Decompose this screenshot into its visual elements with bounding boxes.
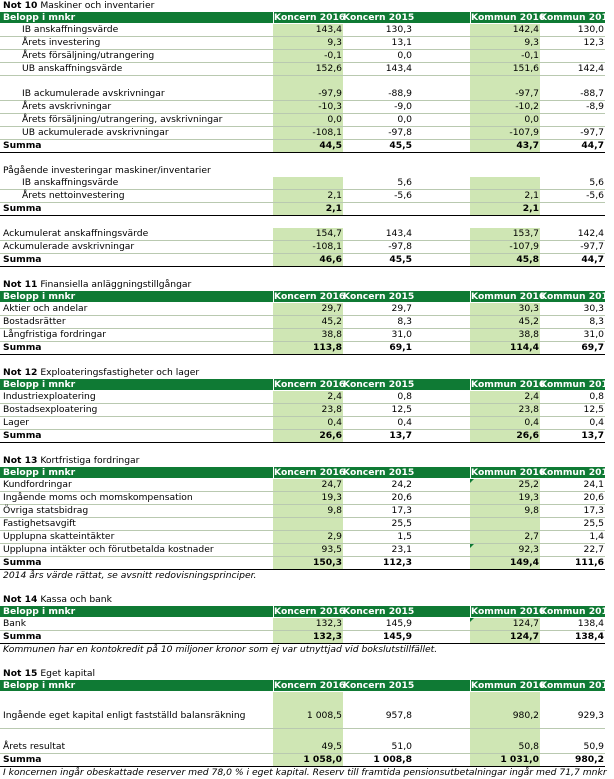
kommun-2016-cell: 26,6 bbox=[470, 430, 540, 442]
row-label: Kundfordringar bbox=[3, 479, 72, 490]
koncern-2015-cell: 0,0 bbox=[397, 114, 412, 125]
kommun-2016-cell bbox=[470, 518, 540, 530]
koncern-2015-cell: 0,0 bbox=[397, 50, 412, 61]
koncern-2016-cell: -97,9 bbox=[273, 88, 343, 100]
row-label: Industriexploatering bbox=[3, 391, 96, 402]
koncern-2015-cell: 112,3 bbox=[382, 557, 412, 568]
kommun-2016-cell: 980,2 bbox=[470, 704, 540, 728]
koncern-2015-cell: 17,3 bbox=[391, 505, 412, 516]
koncern-2016-cell: 154,7 bbox=[273, 228, 343, 240]
table-row bbox=[0, 618, 605, 631]
koncern-2016-cell: 1 058,0 bbox=[273, 754, 343, 766]
kommun-2015-cell: 50,9 bbox=[583, 741, 604, 752]
kommun-2015-cell: 8,3 bbox=[589, 316, 604, 327]
koncern-2015-cell: 20,6 bbox=[391, 492, 412, 503]
koncern-2016-cell: 2,1 bbox=[273, 190, 343, 202]
kommun-2016-cell: 9,3 bbox=[470, 37, 540, 49]
koncern-2016-cell: 23,8 bbox=[273, 404, 343, 416]
table-row bbox=[0, 329, 605, 342]
koncern-2016-cell: -108,1 bbox=[273, 127, 343, 139]
koncern-2016-cell: 38,8 bbox=[273, 329, 343, 341]
table-row bbox=[0, 704, 605, 729]
kommun-2016-cell: 142,4 bbox=[470, 24, 540, 36]
kommun-2015-cell: 12,3 bbox=[583, 37, 604, 48]
kommun-2016-cell: 124,7 bbox=[470, 631, 540, 643]
row-label: Summa bbox=[3, 254, 42, 265]
koncern-2016-cell: 9,8 bbox=[273, 505, 343, 517]
kommun-2016-cell: 0,0 bbox=[470, 114, 540, 126]
kommun-2016-cell: 43,7 bbox=[470, 140, 540, 152]
kommun-2015-cell bbox=[540, 114, 605, 126]
kommun-2015-cell: 20,6 bbox=[583, 492, 604, 503]
row-label: UB anskaffningsvärde bbox=[22, 63, 123, 74]
koncern-2015-cell: 0,4 bbox=[397, 417, 412, 428]
note-13-title: Not 13 Kortfristiga fordringar bbox=[3, 455, 140, 466]
kommun-2015-cell: 130,0 bbox=[577, 24, 604, 35]
table-row bbox=[0, 50, 605, 63]
koncern-2016-cell: 1 008,5 bbox=[273, 704, 343, 728]
kommun-2015-cell: -97,7 bbox=[580, 241, 604, 252]
koncern-2016-cell: 150,3 bbox=[273, 557, 343, 569]
table-row bbox=[0, 37, 605, 50]
table-row bbox=[0, 241, 605, 254]
koncern-2015-cell: 130,3 bbox=[385, 24, 412, 35]
row-label: Ackumulerade avskrivningar bbox=[3, 241, 135, 252]
kommun-2015-cell: 142,4 bbox=[577, 63, 604, 74]
note-13-footnote: 2014 års värde rättat, se avsnitt redovisningsprinciper. bbox=[3, 570, 257, 581]
note-10-header: Belopp i mnkr Koncern 2016 Koncern 2015 Kommun 2016 Kommun 2015 bbox=[0, 12, 605, 24]
summa-row bbox=[0, 342, 605, 355]
table-row bbox=[0, 316, 605, 329]
koncern-2015-cell: 25,5 bbox=[391, 518, 412, 529]
row-label: Årets avskrivningar bbox=[22, 101, 112, 112]
koncern-2015-cell: -9,0 bbox=[394, 101, 412, 112]
summa-row bbox=[0, 557, 605, 570]
summa-row bbox=[0, 140, 605, 153]
koncern-2016-cell: 46,6 bbox=[273, 254, 343, 266]
koncern-2015-cell: 1 008,8 bbox=[373, 754, 412, 765]
kommun-2016-cell: 19,3 bbox=[470, 492, 540, 504]
koncern-2016-cell: -10,3 bbox=[273, 101, 343, 113]
kommun-2016-cell: -107,9 bbox=[470, 241, 540, 253]
kommun-2015-cell: 5,6 bbox=[589, 177, 604, 188]
koncern-2015-cell: -5,6 bbox=[394, 190, 412, 201]
kommun-2015-cell: -88,7 bbox=[580, 88, 604, 99]
koncern-2015-cell: 24,2 bbox=[391, 479, 412, 490]
kommun-2015-cell: 12,5 bbox=[583, 404, 604, 415]
kommun-2015-cell: 30,3 bbox=[583, 303, 604, 314]
row-label: IB ackumulerade avskrivningar bbox=[22, 88, 165, 99]
table-row bbox=[0, 492, 605, 505]
koncern-2016-cell: 113,8 bbox=[273, 342, 343, 354]
summa-row bbox=[0, 203, 605, 216]
koncern-2015-cell: 143,4 bbox=[385, 228, 412, 239]
koncern-2016-cell: 2,1 bbox=[273, 203, 343, 215]
row-label: Årets försäljning/utrangering, avskrivningar bbox=[22, 114, 223, 125]
kommun-2015-cell: 0,4 bbox=[589, 417, 604, 428]
koncern-2016-cell: -0,1 bbox=[273, 50, 343, 62]
kommun-2016-cell: 92,3 bbox=[470, 544, 540, 556]
table-row bbox=[0, 531, 605, 544]
row-label: Bostadsrätter bbox=[3, 316, 66, 327]
row-label: Summa bbox=[3, 203, 42, 214]
koncern-2016-cell: 132,3 bbox=[273, 618, 343, 630]
kommun-2016-cell: 2,7 bbox=[470, 531, 540, 543]
koncern-2015-cell: -97,8 bbox=[388, 241, 412, 252]
kommun-2016-cell: 153,7 bbox=[470, 228, 540, 240]
summa-row bbox=[0, 430, 605, 443]
kommun-2016-cell: 0,4 bbox=[470, 417, 540, 429]
koncern-2015-cell bbox=[343, 203, 413, 215]
row-label: Summa bbox=[3, 557, 42, 568]
koncern-2016-cell bbox=[273, 177, 343, 189]
row-label: Summa bbox=[3, 430, 42, 441]
koncern-2016-cell: 132,3 bbox=[273, 631, 343, 643]
koncern-2015-cell: 29,7 bbox=[391, 303, 412, 314]
kommun-2016-cell: 149,4 bbox=[470, 557, 540, 569]
koncern-2016-cell: 24,7 bbox=[273, 479, 343, 491]
koncern-2016-cell: -108,1 bbox=[273, 241, 343, 253]
kommun-2016-cell: -97,7 bbox=[470, 88, 540, 100]
koncern-2015-cell: 0,8 bbox=[397, 391, 412, 402]
koncern-2015-cell: 31,0 bbox=[391, 329, 412, 340]
koncern-2015-cell: 145,9 bbox=[382, 631, 412, 642]
koncern-2016-cell: 93,5 bbox=[273, 544, 343, 556]
kommun-2015-cell: 980,2 bbox=[574, 754, 604, 765]
note-15-footnote: I koncernen ingår obeskattade reserver med 78,0 % i eget kapital. Reserv till framtida pensionsutbetalningar ingår med 71,7 mnkr bbox=[3, 767, 607, 778]
note-15-header: Belopp i mnkr Koncern 2016 Koncern 2015 Kommun 2016 Kommun 2015 bbox=[0, 680, 605, 692]
koncern-2015-cell: 957,8 bbox=[385, 710, 412, 721]
koncern-2015-cell: 12,5 bbox=[391, 404, 412, 415]
row-label: IB anskaffningsvärde bbox=[22, 24, 119, 35]
table-row bbox=[0, 177, 605, 190]
kommun-2016-cell: 45,2 bbox=[470, 316, 540, 328]
koncern-2016-cell bbox=[273, 518, 343, 530]
kommun-2016-cell: 38,8 bbox=[470, 329, 540, 341]
kommun-2016-cell: 2,4 bbox=[470, 391, 540, 403]
kommun-2015-cell bbox=[540, 50, 605, 62]
koncern-2015-cell: 8,3 bbox=[397, 316, 412, 327]
summa-row bbox=[0, 254, 605, 267]
koncern-2016-cell: 2,9 bbox=[273, 531, 343, 543]
row-label: Bostadsexploatering bbox=[3, 404, 98, 415]
table-row bbox=[0, 518, 605, 531]
table-row bbox=[0, 544, 605, 557]
koncern-2016-cell: 143,4 bbox=[273, 24, 343, 36]
koncern-2016-cell: 19,3 bbox=[273, 492, 343, 504]
row-label: Lager bbox=[3, 417, 30, 428]
kommun-2016-cell: -107,9 bbox=[470, 127, 540, 139]
kommun-2015-cell: 17,3 bbox=[583, 505, 604, 516]
table-row bbox=[0, 479, 605, 492]
kommun-2015-cell: 111,6 bbox=[574, 557, 604, 568]
koncern-2015-cell: 5,6 bbox=[397, 177, 412, 188]
note-15-title: Not 15 Eget kapital bbox=[3, 668, 96, 679]
note-12-title: Not 12 Exploateringsfastigheter och lager bbox=[3, 367, 200, 378]
table-row bbox=[0, 63, 605, 76]
koncern-2016-cell: 26,6 bbox=[273, 430, 343, 442]
note-14-header: Belopp i mnkr Koncern 2016 Koncern 2015 Kommun 2016 Kommun 2015 bbox=[0, 606, 605, 618]
kommun-2016-cell: 2,1 bbox=[470, 203, 540, 215]
pag-title: Pågående investeringar maskiner/inventarier bbox=[3, 165, 211, 176]
koncern-2015-cell: 45,5 bbox=[389, 140, 412, 151]
kommun-2015-cell: 44,7 bbox=[581, 254, 604, 265]
row-label: Summa bbox=[3, 140, 42, 151]
row-label: Bank bbox=[3, 618, 27, 629]
kommun-2016-cell: 45,8 bbox=[470, 254, 540, 266]
note-12-header: Belopp i mnkr Koncern 2016 Koncern 2015 Kommun 2016 Kommun 2015 bbox=[0, 379, 605, 391]
kommun-2016-cell: -0,1 bbox=[470, 50, 540, 62]
kommun-2016-cell: -10,2 bbox=[470, 101, 540, 113]
row-label: Aktier och andelar bbox=[3, 303, 88, 314]
table-row bbox=[0, 391, 605, 404]
kommun-2015-cell: 13,7 bbox=[581, 430, 604, 441]
note-14-title: Not 14 Kassa och bank bbox=[3, 594, 112, 605]
kommun-2015-cell: -8,9 bbox=[586, 101, 604, 112]
row-label: Årets nettoinvestering bbox=[22, 190, 125, 201]
row-label: Upplupna intäkter och förutbetalda kostnader bbox=[3, 544, 214, 555]
koncern-2015-cell: -97,8 bbox=[388, 127, 412, 138]
kommun-2015-cell: 31,0 bbox=[583, 329, 604, 340]
kommun-2015-cell: 138,4 bbox=[574, 631, 604, 642]
koncern-2016-cell: 29,7 bbox=[273, 303, 343, 315]
kommun-2015-cell: -97,7 bbox=[580, 127, 604, 138]
kommun-2016-cell: 9,8 bbox=[470, 505, 540, 517]
kommun-2016-cell: 50,8 bbox=[470, 741, 540, 753]
koncern-2015-cell: 145,9 bbox=[385, 618, 412, 629]
koncern-2015-cell: 45,5 bbox=[389, 254, 412, 265]
table-row bbox=[0, 741, 605, 754]
koncern-2016-cell: 152,6 bbox=[273, 63, 343, 75]
spacer-row bbox=[0, 76, 605, 88]
kommun-2015-cell: -5,6 bbox=[586, 190, 604, 201]
kommun-2015-cell: 929,3 bbox=[577, 710, 604, 721]
kommun-2016-cell: 114,4 bbox=[470, 342, 540, 354]
row-label: UB ackumulerade avskrivningar bbox=[22, 127, 169, 138]
table-row bbox=[0, 127, 605, 140]
row-label: Årets resultat bbox=[3, 741, 66, 752]
kommun-2015-cell: 142,4 bbox=[577, 228, 604, 239]
row-label: Ingående moms och momskompensation bbox=[3, 492, 193, 503]
kommun-2016-cell: 2,1 bbox=[470, 190, 540, 202]
koncern-2016-cell: 0,0 bbox=[273, 114, 343, 126]
kommun-2015-cell bbox=[540, 203, 605, 215]
koncern-2016-cell: 44,5 bbox=[273, 140, 343, 152]
kommun-2015-cell: 25,5 bbox=[583, 518, 604, 529]
row-label: Summa bbox=[3, 342, 42, 353]
table-row bbox=[0, 88, 605, 101]
kommun-2015-cell: 69,7 bbox=[581, 342, 604, 353]
table-row bbox=[0, 417, 605, 430]
summa-row bbox=[0, 754, 605, 767]
kommun-2016-cell: 23,8 bbox=[470, 404, 540, 416]
koncern-2015-cell: 13,1 bbox=[391, 37, 412, 48]
table-row bbox=[0, 190, 605, 203]
row-label: Fastighetsavgift bbox=[3, 518, 76, 529]
table-row bbox=[0, 404, 605, 417]
kommun-2015-cell: 44,7 bbox=[581, 140, 604, 151]
koncern-2015-cell: 13,7 bbox=[389, 430, 412, 441]
kommun-2016-cell bbox=[470, 177, 540, 189]
row-label: Långfristiga fordringar bbox=[3, 329, 106, 340]
row-label: Årets försäljning/utrangering bbox=[22, 50, 155, 61]
row-label: Ingående eget kapital enligt fastställd balansräkning bbox=[3, 710, 246, 721]
row-label: Summa bbox=[3, 631, 42, 642]
koncern-2015-cell: 69,1 bbox=[389, 342, 412, 353]
kommun-2016-cell: 124,7 bbox=[470, 618, 540, 630]
koncern-2015-cell: 1,5 bbox=[397, 531, 412, 542]
kommun-2015-cell: 24,1 bbox=[583, 479, 604, 490]
kommun-2015-cell: 138,4 bbox=[577, 618, 604, 629]
kommun-2016-cell: 25,2 bbox=[470, 479, 540, 491]
koncern-2016-cell: 2,4 bbox=[273, 391, 343, 403]
koncern-2015-cell: 51,0 bbox=[391, 741, 412, 752]
koncern-2015-cell: 143,4 bbox=[385, 63, 412, 74]
koncern-2015-cell: 23,1 bbox=[391, 544, 412, 555]
row-label: Summa bbox=[3, 754, 42, 765]
note-11-header: Belopp i mnkr Koncern 2016 Koncern 2015 Kommun 2016 Kommun 2015 bbox=[0, 291, 605, 303]
table-row bbox=[0, 303, 605, 316]
row-label: Övriga statsbidrag bbox=[3, 505, 89, 516]
note-10-title: Not 10 Maskiner och inventarier bbox=[3, 0, 155, 11]
note-14-footnote: Kommunen har en kontokredit på 10 miljoner kronor som ej var utnyttjad vid bokslutstillfället. bbox=[3, 644, 438, 655]
row-label: Ackumulerat anskaffningsvärde bbox=[3, 228, 149, 239]
table-row bbox=[0, 114, 605, 127]
koncern-2016-cell: 49,5 bbox=[273, 741, 343, 753]
table-row bbox=[0, 228, 605, 241]
table-row bbox=[0, 101, 605, 114]
row-label: Upplupna skatteintäkter bbox=[3, 531, 115, 542]
table-row bbox=[0, 24, 605, 37]
kommun-2015-cell: 1,4 bbox=[589, 531, 604, 542]
note-11-title: Not 11 Finansiella anläggningstillgångar bbox=[3, 279, 192, 290]
kommun-2015-cell: 0,8 bbox=[589, 391, 604, 402]
kommun-2016-cell: 1 031,0 bbox=[470, 754, 540, 766]
row-label: IB anskaffningsvärde bbox=[22, 177, 119, 188]
row-label: Årets investering bbox=[22, 37, 101, 48]
kommun-2016-cell: 151,6 bbox=[470, 63, 540, 75]
summa-row bbox=[0, 631, 605, 644]
note-13-header: Belopp i mnkr Koncern 2016 Koncern 2015 Kommun 2016 Kommun 2015 bbox=[0, 467, 605, 479]
koncern-2016-cell: 0,4 bbox=[273, 417, 343, 429]
koncern-2015-cell: -88,9 bbox=[388, 88, 412, 99]
kommun-2016-cell: 30,3 bbox=[470, 303, 540, 315]
koncern-2016-cell: 45,2 bbox=[273, 316, 343, 328]
koncern-2016-cell: 9,3 bbox=[273, 37, 343, 49]
kommun-2015-cell: 22,7 bbox=[583, 544, 604, 555]
table-row bbox=[0, 505, 605, 518]
